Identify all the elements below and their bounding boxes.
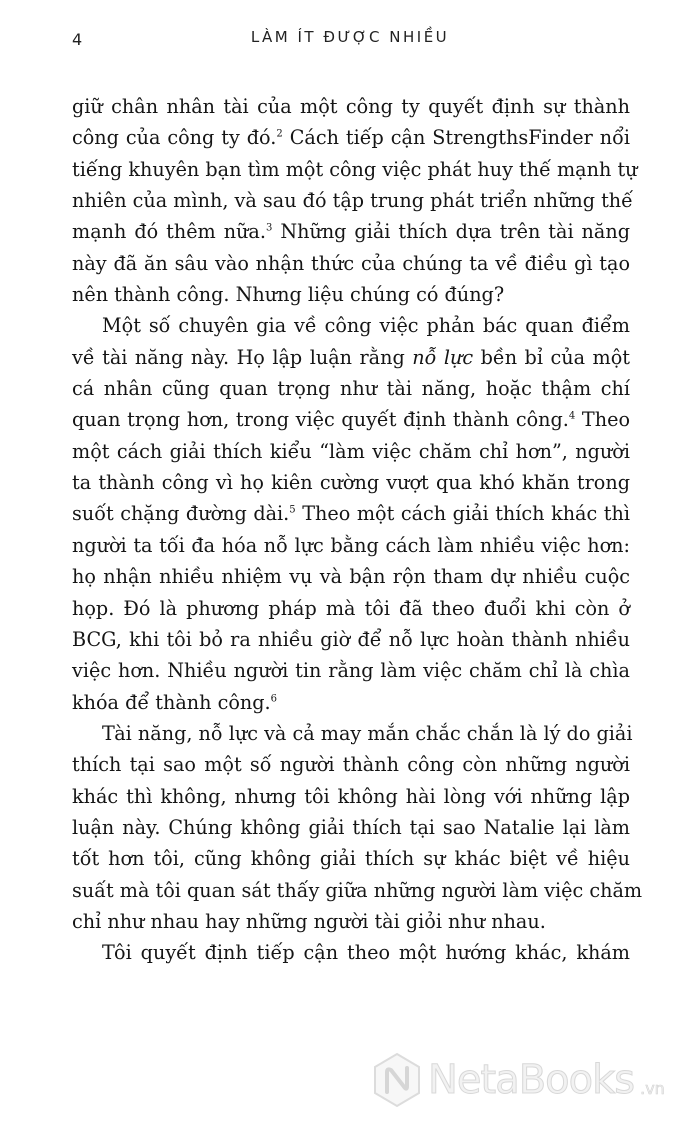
text-segment: khóa để thành công. — [72, 690, 271, 714]
text-line: nhiên của mình, và sau đó tập trung phát triển những thế — [72, 189, 633, 213]
text-line — [72, 342, 630, 373]
text-line: này đã ăn sâu vào nhận thức của chúng ta về điều gì tạo — [72, 251, 630, 275]
text-line: nên thành công. Nhưng liệu chúng có đúng? — [72, 283, 505, 307]
text-segment: công của công ty đó. — [72, 126, 277, 150]
page-number: 4 — [72, 30, 83, 49]
text-line: họp. Đó là phương pháp mà tôi đã theo đuổi khi còn ở — [72, 596, 630, 620]
text-line: khác thì không, nhưng tôi không hài lòng với những lập — [72, 784, 630, 808]
text-line: tốt hơn tôi, cũng không giải thích sự khác biệt về hiệu — [72, 847, 630, 871]
text-segment: bền bỉ của một — [473, 345, 630, 369]
text-line: ta thành công vì họ kiên cường vượt qua khó khăn trong — [72, 471, 630, 495]
text-line: giữ chân nhân tài của một công ty quyết định sự thành — [72, 95, 630, 118]
text-line — [72, 687, 630, 718]
text-line: cá nhân cũng quan trọng như tài năng, hoặc thậm chí — [72, 377, 630, 401]
text-line: việc hơn. Nhiều người tin rằng làm việc chăm chỉ là chìa — [72, 659, 630, 683]
text-line: Tài năng, nỗ lực và cả may mắn chắc chắn là lý do giải — [102, 721, 633, 745]
netabooks-logo-icon — [372, 1052, 422, 1108]
text-line: một cách giải thích kiểu “làm việc chăm chỉ hơn”, người — [72, 439, 630, 463]
body-text — [72, 91, 643, 969]
footnote-ref: 4 — [568, 411, 576, 423]
running-title: LÀM ÍT ĐƯỢC NHIỀU — [250, 28, 450, 46]
text-line: người ta tối đa hóa nỗ lực bằng cách làm nhiều việc hơn: — [72, 533, 630, 557]
text-line: Tôi quyết định tiếp cận theo một hướng khác, khám — [102, 941, 630, 965]
text-line: Một số chuyên gia về công việc phản bác quan điểm — [102, 314, 630, 338]
text-segment: Theo — [575, 408, 630, 432]
text-line — [72, 404, 630, 435]
footnote-ref: 3 — [265, 222, 273, 234]
text-line: thích tại sao một số người thành công còn những người — [72, 753, 630, 777]
text-line: BCG, khi tôi bỏ ra nhiều giờ để nỗ lực hoàn thành nhiều — [72, 627, 630, 651]
text-line — [72, 498, 630, 529]
footnote-ref: 2 — [276, 128, 283, 140]
text-line — [72, 122, 630, 153]
text-line: họ nhận nhiều nhiệm vụ và bận rộn tham dự nhiều cuộc — [72, 565, 630, 589]
text-segment: Theo một cách giải thích khác thì — [295, 502, 630, 526]
text-line: luận này. Chúng không giải thích tại sao Natalie lại làm — [72, 815, 630, 839]
footnote-ref: 6 — [270, 693, 277, 705]
text-line: tiếng khuyên bạn tìm một công việc phát huy thế mạnh tự — [72, 157, 638, 181]
text-line: chỉ như nhau hay những người tài giỏi như nhau. — [72, 909, 546, 933]
text-segment: mạnh đó thêm nữa. — [72, 220, 266, 244]
text-segment: Cách tiếp cận StrengthsFinder nổi — [282, 126, 630, 150]
text-line — [72, 216, 630, 247]
watermark-brand: NetaBooks — [428, 1057, 635, 1103]
text-segment: về tài năng này. Họ lập luận rằng — [72, 345, 413, 369]
text-segment: suốt chặng đường dài. — [72, 502, 290, 526]
text-line: suất mà tôi quan sát thấy giữa những người làm việc chăm — [72, 878, 643, 902]
netabooks-watermark — [372, 1050, 692, 1110]
footnote-ref: 5 — [289, 505, 296, 517]
emphasis-text: nỗ lực — [412, 345, 474, 369]
watermark-tld: .vn — [640, 1078, 665, 1098]
text-segment: Những giải thích dựa trên tài năng — [272, 220, 630, 244]
text-segment: quan trọng hơn, trong việc quyết định thành công. — [72, 408, 569, 432]
